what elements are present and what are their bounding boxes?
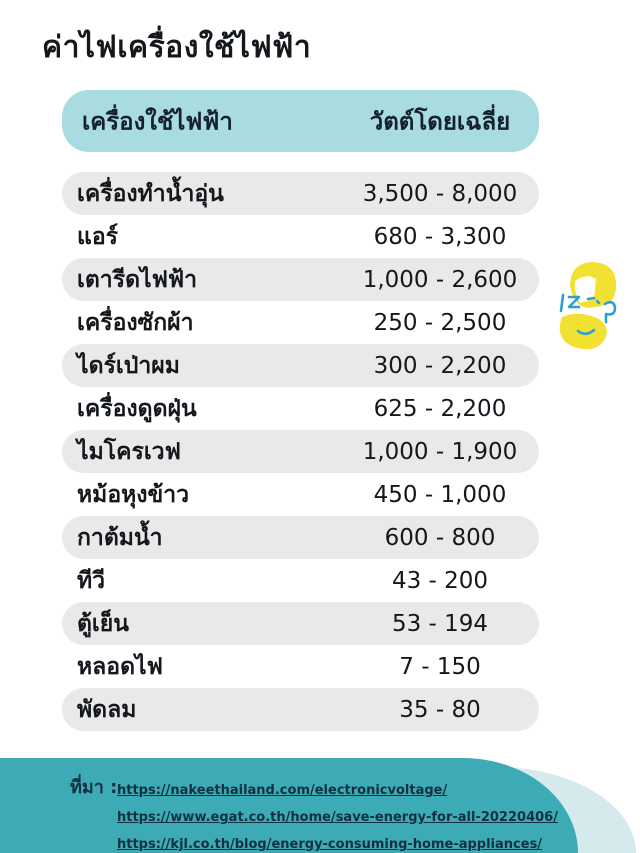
appliance-name: พัดลม (77, 696, 137, 723)
appliance-name: ตู้เย็น (77, 610, 129, 637)
appliance-name: เตารีดไฟฟ้า (77, 266, 198, 293)
appliance-watts: 43 - 200 (391, 567, 489, 594)
appliance-watts: 1,000 - 1,900 (362, 438, 518, 465)
appliance-watts: 35 - 80 (399, 696, 481, 723)
source-link[interactable]: https://www.egat.co.th/home/save-energy-for-all-20220406/ (117, 810, 558, 825)
appliance-watts: 600 - 800 (384, 524, 496, 551)
face-doodle-icon (550, 255, 630, 365)
table-row (62, 473, 539, 516)
appliance-watts: 625 - 2,200 (373, 395, 507, 422)
appliance-name: เครื่องซักผ้า (77, 309, 194, 336)
table-row (62, 172, 539, 215)
appliance-watts: 300 - 2,200 (373, 352, 507, 379)
appliance-table (62, 172, 539, 731)
appliance-name: กาต้มน้ำ (77, 524, 163, 551)
page-title: ค่าไฟเครื่องใช้ไฟฟ้า (42, 30, 312, 65)
appliance-watts: 3,500 - 8,000 (362, 180, 518, 207)
appliance-watts: 680 - 3,300 (373, 223, 507, 250)
source-link[interactable]: https://kjl.co.th/blog/energy-consuming-home-appliances/ (117, 837, 543, 852)
header-appliance-label: เครื่องใช้ไฟฟ้า (82, 107, 233, 136)
appliance-name: ไมโครเวฟ (77, 438, 181, 465)
source-label: ที่มา : (70, 777, 118, 798)
appliance-watts: 450 - 1,000 (373, 481, 507, 508)
appliance-watts: 53 - 194 (391, 610, 489, 637)
source-link[interactable]: https://nakeethailand.com/electronicvoltage/ (117, 783, 448, 798)
appliance-watts: 1,000 - 2,600 (362, 266, 518, 293)
appliance-name: ทีวี (77, 567, 106, 594)
appliance-name: เครื่องดูดฝุ่น (77, 395, 197, 422)
table-row (62, 645, 539, 688)
table-row (62, 559, 539, 602)
table-row (62, 430, 539, 473)
table-row (62, 516, 539, 559)
table-row (62, 215, 539, 258)
table-row (62, 387, 539, 430)
source-links (117, 777, 558, 853)
table-row (62, 344, 539, 387)
table-row (62, 301, 539, 344)
table-header (62, 90, 539, 152)
appliance-name: เครื่องทำน้ำอุ่น (77, 180, 224, 207)
appliance-watts: 250 - 2,500 (373, 309, 507, 336)
table-row (62, 258, 539, 301)
footer (0, 758, 578, 853)
header-watts-label: วัตต์โดยเฉลี่ย (369, 107, 511, 136)
appliance-name: แอร์ (77, 223, 118, 250)
appliance-name: ไดร์เป่าผม (77, 352, 180, 379)
appliance-name: หลอดไฟ (77, 653, 163, 680)
appliance-name: หม้อหุงข้าว (77, 481, 190, 508)
table-row (62, 688, 539, 731)
table-row (62, 602, 539, 645)
appliance-watts: 7 - 150 (399, 653, 481, 680)
